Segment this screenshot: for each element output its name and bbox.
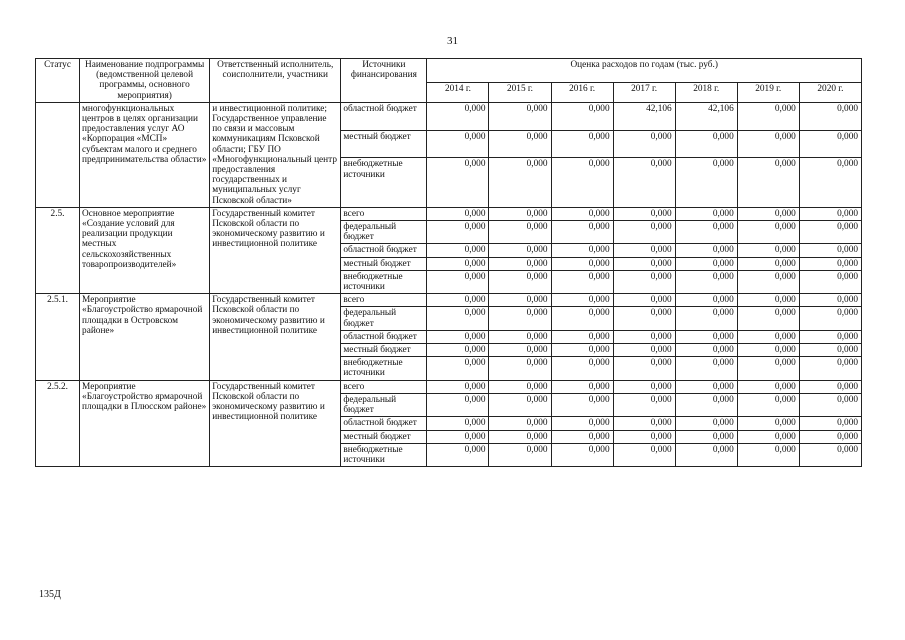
- amount-cell: 0,000: [489, 357, 551, 380]
- amount-cell: 0,000: [613, 430, 675, 443]
- amount-cell: 0,000: [799, 221, 861, 244]
- amount-cell: 0,000: [427, 430, 489, 443]
- amount-cell: 0,000: [613, 330, 675, 343]
- header-status: Статус: [36, 59, 80, 103]
- amount-cell: 0,000: [613, 443, 675, 466]
- amount-cell: 0,000: [427, 307, 489, 330]
- amount-cell: 0,000: [675, 380, 737, 393]
- amount-cell: 0,000: [675, 417, 737, 430]
- amount-cell: 0,000: [737, 307, 799, 330]
- amount-cell: 0,000: [489, 207, 551, 220]
- amount-cell: 0,000: [489, 380, 551, 393]
- amount-cell: 0,000: [737, 158, 799, 207]
- amount-cell: 0,000: [613, 207, 675, 220]
- amount-cell: 0,000: [737, 102, 799, 130]
- amount-cell: 0,000: [737, 417, 799, 430]
- funding-source: областной бюджет: [341, 330, 427, 343]
- amount-cell: 0,000: [799, 307, 861, 330]
- status-cell: 2.5.: [36, 207, 80, 293]
- amount-cell: 0,000: [551, 270, 613, 293]
- funding-source: внебюджетные источники: [341, 270, 427, 293]
- amount-cell: 0,000: [737, 443, 799, 466]
- amount-cell: 0,000: [675, 270, 737, 293]
- amount-cell: 0,000: [737, 270, 799, 293]
- amount-cell: 0,000: [675, 207, 737, 220]
- page-number: 31: [447, 35, 458, 47]
- amount-cell: 0,000: [737, 344, 799, 357]
- amount-cell: 0,000: [489, 130, 551, 158]
- status-cell: 2.5.1.: [36, 294, 80, 380]
- table-body: [36, 102, 862, 466]
- amount-cell: 0,000: [675, 443, 737, 466]
- header-estimate: Оценка расходов по годам (тыс. руб.): [427, 59, 862, 83]
- amount-cell: 42,106: [675, 102, 737, 130]
- funding-source: местный бюджет: [341, 430, 427, 443]
- document-code: 135Д: [39, 589, 61, 600]
- funding-source: областной бюджет: [341, 102, 427, 130]
- header-name: Наименование подпрограммы (ведомственной целевой программы, основного мероприятия): [80, 59, 210, 103]
- table-row: [36, 102, 862, 130]
- amount-cell: 0,000: [799, 244, 861, 257]
- amount-cell: 0,000: [427, 130, 489, 158]
- amount-cell: 0,000: [489, 102, 551, 130]
- amount-cell: 0,000: [675, 244, 737, 257]
- amount-cell: 0,000: [489, 430, 551, 443]
- amount-cell: 0,000: [489, 443, 551, 466]
- amount-cell: 0,000: [675, 393, 737, 416]
- funding-source: местный бюджет: [341, 257, 427, 270]
- amount-cell: 0,000: [489, 307, 551, 330]
- amount-cell: 0,000: [799, 158, 861, 207]
- amount-cell: 0,000: [799, 257, 861, 270]
- amount-cell: 0,000: [489, 417, 551, 430]
- amount-cell: 0,000: [799, 207, 861, 220]
- amount-cell: 0,000: [551, 330, 613, 343]
- amount-cell: 0,000: [737, 330, 799, 343]
- funding-source: федеральный бюджет: [341, 393, 427, 416]
- amount-cell: 0,000: [427, 380, 489, 393]
- amount-cell: 0,000: [799, 330, 861, 343]
- header-year: 2020 г.: [799, 82, 861, 102]
- funding-source: всего: [341, 380, 427, 393]
- funding-source: внебюджетные источники: [341, 158, 427, 207]
- funding-source: местный бюджет: [341, 130, 427, 158]
- table-row: [36, 380, 862, 393]
- amount-cell: 0,000: [613, 244, 675, 257]
- amount-cell: 0,000: [427, 207, 489, 220]
- amount-cell: 0,000: [799, 344, 861, 357]
- amount-cell: 0,000: [737, 221, 799, 244]
- header-year: 2015 г.: [489, 82, 551, 102]
- executor-cell: Государственный комитет Псковской области по экономическому развитию и инвестиционной политике: [210, 207, 341, 293]
- amount-cell: 0,000: [551, 294, 613, 307]
- measure-name: Мероприятие «Благоустройство ярмарочной площадки в Островском районе»: [80, 294, 210, 380]
- measure-name: многофункциональных центров в целях организации предоставления услуг АО «Корпорация «МСП» субъектам малого и среднего предпринимательства области»: [80, 102, 210, 207]
- amount-cell: 0,000: [427, 102, 489, 130]
- amount-cell: 0,000: [799, 294, 861, 307]
- amount-cell: 0,000: [675, 158, 737, 207]
- amount-cell: 0,000: [799, 430, 861, 443]
- amount-cell: 0,000: [489, 270, 551, 293]
- header-year: 2018 г.: [675, 82, 737, 102]
- amount-cell: 0,000: [675, 257, 737, 270]
- amount-cell: 0,000: [489, 330, 551, 343]
- amount-cell: 0,000: [427, 357, 489, 380]
- amount-cell: 0,000: [613, 380, 675, 393]
- header-year: 2014 г.: [427, 82, 489, 102]
- amount-cell: 0,000: [551, 344, 613, 357]
- amount-cell: 0,000: [427, 221, 489, 244]
- amount-cell: 0,000: [551, 443, 613, 466]
- amount-cell: 0,000: [551, 207, 613, 220]
- status-cell: [36, 102, 80, 207]
- measure-name: Мероприятие «Благоустройство ярмарочной площадки в Плюсском районе»: [80, 380, 210, 466]
- amount-cell: 0,000: [427, 417, 489, 430]
- amount-cell: 0,000: [613, 393, 675, 416]
- budget-table: [35, 58, 862, 467]
- amount-cell: 0,000: [489, 344, 551, 357]
- amount-cell: 0,000: [551, 221, 613, 244]
- funding-source: федеральный бюджет: [341, 307, 427, 330]
- amount-cell: 0,000: [675, 307, 737, 330]
- amount-cell: 0,000: [613, 257, 675, 270]
- amount-cell: 0,000: [613, 130, 675, 158]
- amount-cell: 0,000: [737, 380, 799, 393]
- amount-cell: 0,000: [799, 393, 861, 416]
- amount-cell: 0,000: [737, 257, 799, 270]
- amount-cell: 0,000: [799, 417, 861, 430]
- amount-cell: 0,000: [427, 244, 489, 257]
- amount-cell: 0,000: [675, 344, 737, 357]
- amount-cell: 0,000: [799, 270, 861, 293]
- amount-cell: 0,000: [675, 357, 737, 380]
- amount-cell: 0,000: [675, 221, 737, 244]
- amount-cell: 0,000: [427, 257, 489, 270]
- amount-cell: 0,000: [799, 130, 861, 158]
- amount-cell: 0,000: [799, 443, 861, 466]
- amount-cell: 0,000: [551, 102, 613, 130]
- amount-cell: 0,000: [613, 344, 675, 357]
- amount-cell: 0,000: [427, 294, 489, 307]
- amount-cell: 0,000: [737, 294, 799, 307]
- funding-source: областной бюджет: [341, 417, 427, 430]
- table-row: [36, 207, 862, 220]
- amount-cell: 0,000: [551, 380, 613, 393]
- measure-name: Основное мероприятие «Создание условий для реализации продукции местных сельскохозяйственных товаропроизводителей»: [80, 207, 210, 293]
- amount-cell: 42,106: [613, 102, 675, 130]
- amount-cell: 0,000: [427, 330, 489, 343]
- amount-cell: 0,000: [489, 257, 551, 270]
- amount-cell: 0,000: [551, 393, 613, 416]
- amount-cell: 0,000: [613, 221, 675, 244]
- funding-source: федеральный бюджет: [341, 221, 427, 244]
- amount-cell: 0,000: [427, 344, 489, 357]
- amount-cell: 0,000: [737, 244, 799, 257]
- amount-cell: 0,000: [799, 102, 861, 130]
- amount-cell: 0,000: [675, 330, 737, 343]
- header-year: 2019 г.: [737, 82, 799, 102]
- funding-source: всего: [341, 294, 427, 307]
- amount-cell: 0,000: [737, 430, 799, 443]
- table-header: [36, 59, 862, 103]
- amount-cell: 0,000: [799, 357, 861, 380]
- amount-cell: 0,000: [551, 430, 613, 443]
- funding-source: внебюджетные источники: [341, 357, 427, 380]
- amount-cell: 0,000: [489, 221, 551, 244]
- funding-source: местный бюджет: [341, 344, 427, 357]
- amount-cell: 0,000: [737, 207, 799, 220]
- amount-cell: 0,000: [613, 270, 675, 293]
- amount-cell: 0,000: [427, 393, 489, 416]
- amount-cell: 0,000: [613, 357, 675, 380]
- amount-cell: 0,000: [427, 443, 489, 466]
- amount-cell: 0,000: [675, 430, 737, 443]
- amount-cell: 0,000: [613, 294, 675, 307]
- header-year: 2016 г.: [551, 82, 613, 102]
- status-cell: 2.5.2.: [36, 380, 80, 466]
- amount-cell: 0,000: [551, 307, 613, 330]
- amount-cell: 0,000: [675, 294, 737, 307]
- amount-cell: 0,000: [427, 158, 489, 207]
- header-executor: Ответственный исполнитель, соисполнители, участники: [210, 59, 341, 103]
- amount-cell: 0,000: [551, 130, 613, 158]
- funding-source: всего: [341, 207, 427, 220]
- amount-cell: 0,000: [737, 393, 799, 416]
- amount-cell: 0,000: [551, 158, 613, 207]
- amount-cell: 0,000: [551, 244, 613, 257]
- funding-source: областной бюджет: [341, 244, 427, 257]
- amount-cell: 0,000: [551, 417, 613, 430]
- amount-cell: 0,000: [551, 357, 613, 380]
- amount-cell: 0,000: [675, 130, 737, 158]
- executor-cell: и инвестиционной политике; Государственное управление по связи и массовым коммуникациям Псковской области; ГБУ ПО «Многофункциональный центр предоставления государственных и муниципальных услуг Псковской области»: [210, 102, 341, 207]
- header-sources: Источники финансирования: [341, 59, 427, 103]
- amount-cell: 0,000: [489, 294, 551, 307]
- amount-cell: 0,000: [427, 270, 489, 293]
- table-row: [36, 294, 862, 307]
- executor-cell: Государственный комитет Псковской области по экономическому развитию и инвестиционной политике: [210, 380, 341, 466]
- amount-cell: 0,000: [489, 244, 551, 257]
- amount-cell: 0,000: [489, 393, 551, 416]
- amount-cell: 0,000: [551, 257, 613, 270]
- amount-cell: 0,000: [737, 130, 799, 158]
- funding-source: внебюджетные источники: [341, 443, 427, 466]
- amount-cell: 0,000: [489, 158, 551, 207]
- executor-cell: Государственный комитет Псковской области по экономическому развитию и инвестиционной политике: [210, 294, 341, 380]
- amount-cell: 0,000: [613, 307, 675, 330]
- amount-cell: 0,000: [737, 357, 799, 380]
- amount-cell: 0,000: [613, 417, 675, 430]
- amount-cell: 0,000: [799, 380, 861, 393]
- header-year: 2017 г.: [613, 82, 675, 102]
- amount-cell: 0,000: [613, 158, 675, 207]
